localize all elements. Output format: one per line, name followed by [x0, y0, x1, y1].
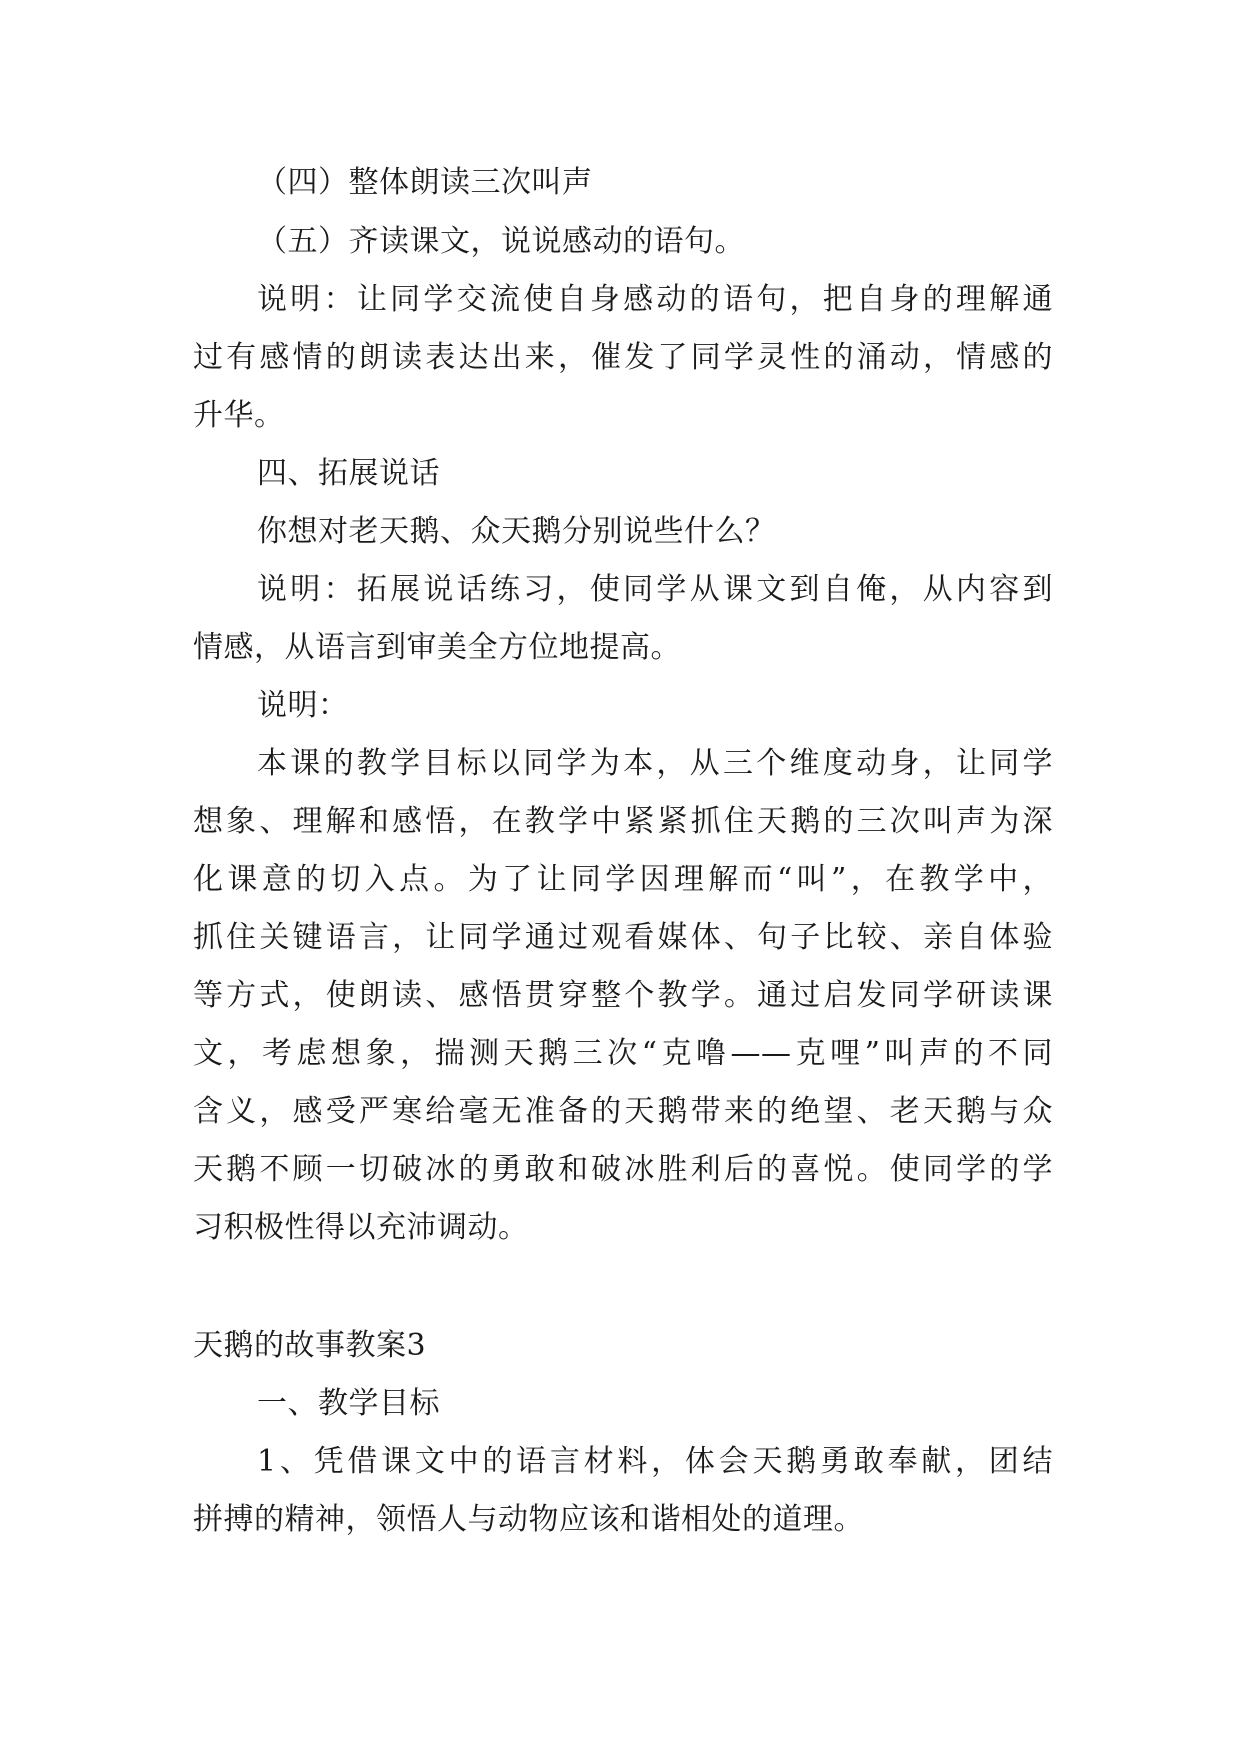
subsection-heading: （五）齐读课文，说说感动的语句。: [257, 224, 745, 259]
paragraph-line: 本课的教学目标以同学为本，从三个维度动身，让同学: [257, 746, 1053, 781]
paragraph-line: 你想对老天鹅、众天鹅分别说些什么？: [257, 514, 776, 549]
paragraph-line: 想象、理解和感悟，在教学中紧紧抓住天鹅的三次叫声为深: [193, 804, 1053, 839]
subsection-heading: （四）整体朗读三次叫声: [257, 165, 593, 200]
paragraph-line: 说明：让同学交流使自身感动的语句，把自身的理解通: [257, 282, 1053, 317]
section-heading: 一、教学目标: [257, 1386, 440, 1421]
paragraph-line: 过有感情的朗读表达出来，催发了同学灵性的涌动，情感的: [193, 340, 1053, 375]
paragraph-line: 抓住关键语言，让同学通过观看媒体、句子比较、亲自体验: [193, 920, 1053, 955]
paragraph-line: 文，考虑想象，揣测天鹅三次“克噜——克哩”叫声的不同: [193, 1036, 1053, 1071]
paragraph-line: 升华。: [193, 398, 285, 433]
paragraph-line: 习积极性得以充沛调动。: [193, 1210, 529, 1245]
section-heading: 四、拓展说话: [257, 456, 440, 491]
paragraph-line: 含义，感受严寒给毫无准备的天鹅带来的绝望、老天鹅与众: [193, 1094, 1053, 1129]
paragraph-line: 说明：拓展说话练习，使同学从课文到自俺，从内容到: [257, 572, 1053, 607]
paragraph-line: 1、凭借课文中的语言材料，体会天鹅勇敢奉献，团结: [257, 1444, 1053, 1479]
paragraph-line: 天鹅不顾一切破冰的勇敢和破冰胜利后的喜悦。使同学的学: [193, 1152, 1053, 1187]
paragraph-line: 说明：: [257, 688, 349, 723]
paragraph-line: 情感，从语言到审美全方位地提高。: [193, 630, 681, 665]
paragraph-line: 等方式，使朗读、感悟贯穿整个教学。通过启发同学研读课: [193, 978, 1053, 1013]
paragraph-line: 化课意的切入点。为了让同学因理解而“叫”，在教学中，: [193, 862, 1053, 897]
document-title: 天鹅的故事教案3: [193, 1328, 427, 1363]
paragraph-line: 拼搏的精神，领悟人与动物应该和谐相处的道理。: [193, 1502, 864, 1537]
